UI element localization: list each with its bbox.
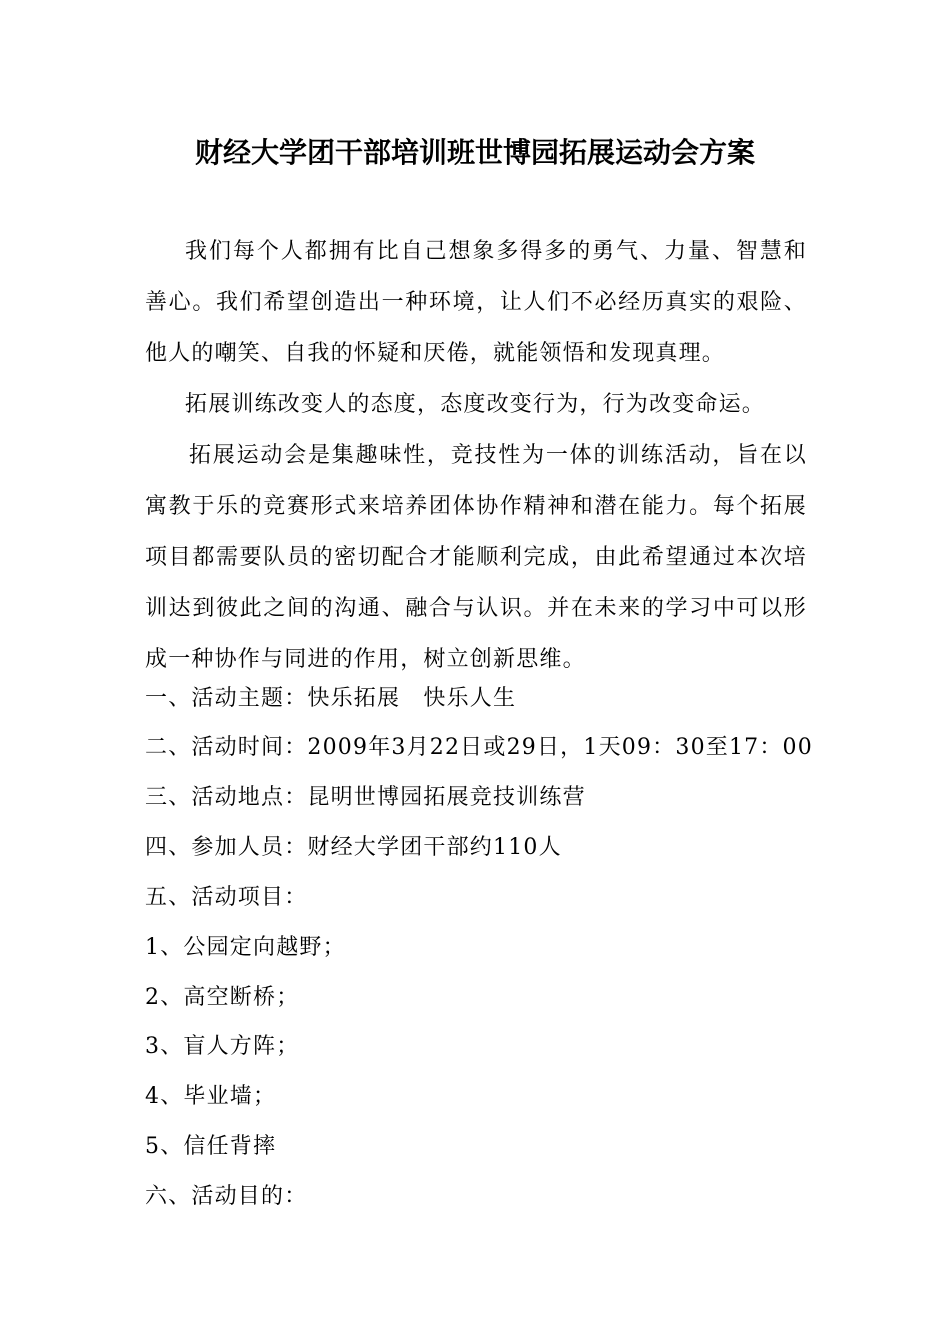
section-time: 二、活动时间：2009年3月22日或29日，1天09：30至17：00 — [145, 735, 813, 760]
section-projects-heading: 五、活动项目： — [145, 885, 308, 910]
training-paragraph: 拓展训练改变人的态度，态度改变行为，行为改变命运。 — [185, 392, 766, 417]
section-location: 三、活动地点：昆明世博园拓展竞技训练营 — [145, 785, 586, 810]
project-item: 5、信任背摔 — [145, 1134, 277, 1159]
section-purpose-heading: 六、活动目的： — [145, 1184, 308, 1209]
sports-meet-paragraph: 拓展运动会是集趣味性，竞技性为一体的训练活动，旨在以寓教于乐的竞赛形式来培养团体协作精神和潜在能力。每个拓展项目都需要队员的密切配合才能顺利完成，由此希望通过本次培训达到彼此之间的沟通、融合与认识。并在未来的学习中可以形成一种协作与同进的作用，树立创新思维。 — [145, 443, 807, 672]
section-theme: 一、活动主题：快乐拓展 快乐人生 — [145, 686, 517, 711]
intro-paragraph: 我们每个人都拥有比自己想象多得多的勇气、力量、智慧和善心。我们希望创造出一种环境，让人们不必经历真实的艰险、他人的嘲笑、自我的怀疑和厌倦，就能领悟和发现真理。 — [145, 239, 807, 366]
project-item: 4、毕业墙； — [145, 1084, 277, 1109]
project-item: 2、高空断桥； — [145, 985, 300, 1010]
project-item: 1、公园定向越野； — [145, 935, 346, 960]
project-item: 3、盲人方阵； — [145, 1034, 300, 1059]
section-participants: 四、参加人员：财经大学团干部约110人 — [145, 835, 562, 860]
document-title: 财经大学团干部培训班世博园拓展运动会方案 — [194, 136, 755, 169]
